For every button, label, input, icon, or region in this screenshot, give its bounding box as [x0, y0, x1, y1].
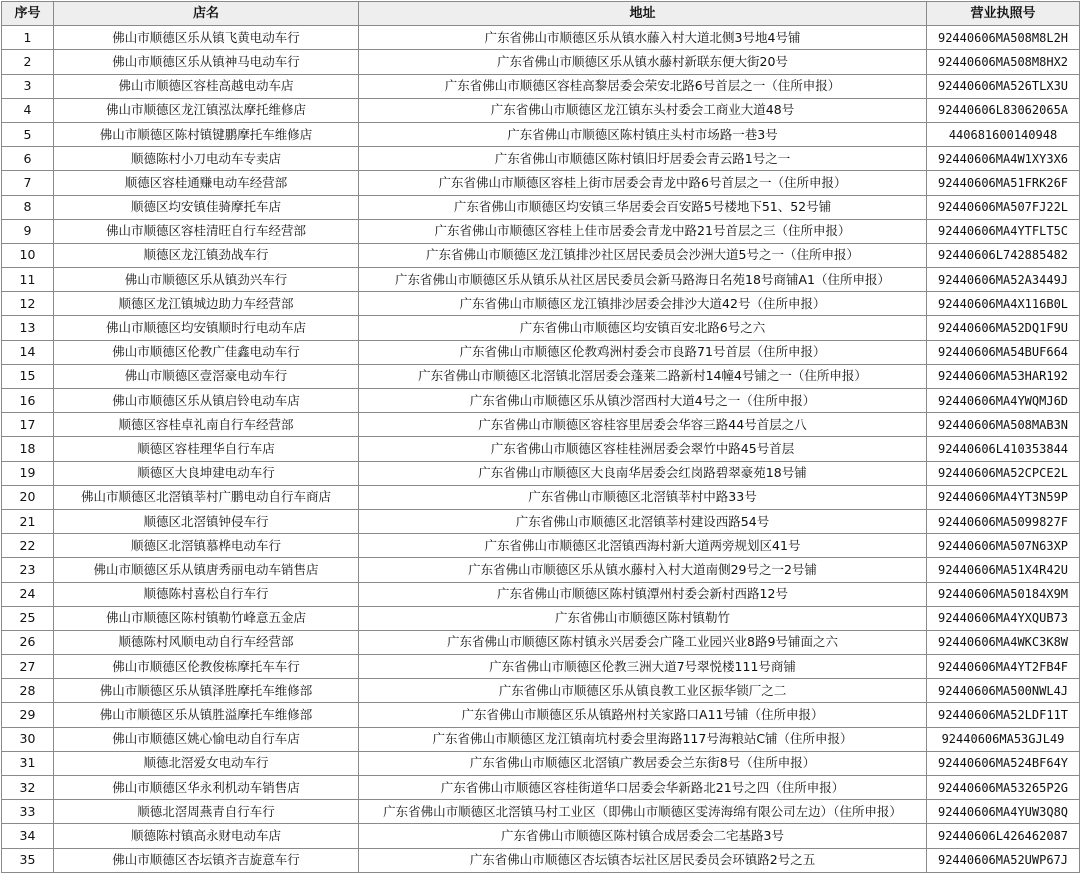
store-name-cell: 顺德北滘周燕青自行车行: [54, 800, 359, 824]
row-no-cell: 35: [2, 848, 54, 872]
row-no-cell: 21: [2, 509, 54, 533]
table-row: [2, 848, 1080, 872]
table-row: [2, 219, 1080, 243]
row-no-cell: 14: [2, 340, 54, 364]
address-cell: 广东省佛山市顺德区均安镇百安北路6号之六: [359, 316, 927, 340]
address-cell: 广东省佛山市顺德区容桂街道华口居委会华新路北21号之四（住所申报）: [359, 776, 927, 800]
table-row: [2, 171, 1080, 195]
row-no-cell: 1: [2, 26, 54, 50]
table-row: [2, 485, 1080, 509]
table-row: [2, 413, 1080, 437]
license-number-cell: 92440606MA508MAB3N: [927, 413, 1080, 437]
store-name-cell: 佛山市顺德区乐从镇启铃电动车店: [54, 389, 359, 413]
license-number-cell: 92440606MA524BF64Y: [927, 751, 1080, 775]
address-cell: 广东省佛山市顺德区伦教鸡洲村委会市良路71号首层（住所申报）: [359, 340, 927, 364]
table-row: [2, 824, 1080, 848]
row-no-cell: 23: [2, 558, 54, 582]
row-no-cell: 17: [2, 413, 54, 437]
row-no-cell: 6: [2, 147, 54, 171]
store-name-cell: 佛山市顺德区乐从镇飞黄电动车行: [54, 26, 359, 50]
store-name-cell: 顺德区北滘镇慕桦电动车行: [54, 534, 359, 558]
table-row: [2, 26, 1080, 50]
license-number-cell: 440681600140948: [927, 122, 1080, 146]
header-address: 地址: [359, 2, 927, 26]
row-no-cell: 5: [2, 122, 54, 146]
store-name-cell: 佛山市顺德区乐从镇胜溢摩托车维修部: [54, 703, 359, 727]
license-number-cell: 92440606MA51X4R42U: [927, 558, 1080, 582]
license-number-cell: 92440606MA508M8HX2: [927, 50, 1080, 74]
row-no-cell: 26: [2, 630, 54, 654]
address-cell: 广东省佛山市顺德区伦教三洲大道7号翠悦楼111号商铺: [359, 655, 927, 679]
address-cell: 广东省佛山市顺德区陈村镇庄头村市场路一巷3号: [359, 122, 927, 146]
address-cell: 广东省佛山市顺德区龙江镇排沙居委会排沙大道42号（住所申报）: [359, 292, 927, 316]
store-name-cell: 佛山市顺德区乐从镇劲兴车行: [54, 268, 359, 292]
store-license-table: [1, 1, 1080, 873]
address-cell: 广东省佛山市顺德区北滘镇北滘居委会蓬莱二路新村14幢4号铺之一（住所申报）: [359, 364, 927, 388]
store-name-cell: 佛山市顺德区乐从镇唐秀丽电动车销售店: [54, 558, 359, 582]
address-cell: 广东省佛山市顺德区乐从镇水藤入村大道北侧3号地4号铺: [359, 26, 927, 50]
license-number-cell: 92440606MA507N63XP: [927, 534, 1080, 558]
store-name-cell: 佛山市顺德区乐从镇泽胜摩托车维修部: [54, 679, 359, 703]
license-number-cell: 92440606L426462087: [927, 824, 1080, 848]
table-row: [2, 389, 1080, 413]
store-name-cell: 佛山市顺德区容桂高越电动车店: [54, 74, 359, 98]
table-row: [2, 679, 1080, 703]
row-no-cell: 29: [2, 703, 54, 727]
table-row: [2, 655, 1080, 679]
license-number-cell: 92440606MA52DQ1F9U: [927, 316, 1080, 340]
row-no-cell: 20: [2, 485, 54, 509]
store-name-cell: 顺德陈村风顺电动自行车经营部: [54, 630, 359, 654]
row-no-cell: 18: [2, 437, 54, 461]
address-cell: 广东省佛山市顺德区容桂上街市居委会青龙中路6号首层之一（住所申报）: [359, 171, 927, 195]
address-cell: 广东省佛山市顺德区陈村镇勒竹: [359, 606, 927, 630]
address-cell: 广东省佛山市顺德区乐从镇路州村关家路口A11号铺（住所申报）: [359, 703, 927, 727]
row-no-cell: 11: [2, 268, 54, 292]
address-cell: 广东省佛山市顺德区龙江镇南坑村委会里海路117号海粮站C铺（住所申报）: [359, 727, 927, 751]
table-row: [2, 195, 1080, 219]
store-name-cell: 佛山市顺德区壹滘豪电动车行: [54, 364, 359, 388]
row-no-cell: 30: [2, 727, 54, 751]
license-number-cell: 92440606MA500NWL4J: [927, 679, 1080, 703]
license-number-cell: 92440606MA4X116B0L: [927, 292, 1080, 316]
store-name-cell: 顺德陈村喜松自行车行: [54, 582, 359, 606]
table-row: [2, 316, 1080, 340]
license-number-cell: 92440606MA4YT2FB4F: [927, 655, 1080, 679]
table-row: [2, 243, 1080, 267]
store-name-cell: 佛山市顺德区北滘镇莘村广鹏电动自行车商店: [54, 485, 359, 509]
row-no-cell: 7: [2, 171, 54, 195]
address-cell: 广东省佛山市顺德区乐从镇水藤村入村大道南侧29号之一2号铺: [359, 558, 927, 582]
row-no-cell: 3: [2, 74, 54, 98]
row-no-cell: 28: [2, 679, 54, 703]
store-name-cell: 佛山市顺德区姚心愉电动自行车店: [54, 727, 359, 751]
address-cell: 广东省佛山市顺德区北滘镇西海村新大道两旁规划区41号: [359, 534, 927, 558]
store-name-cell: 佛山市顺德区均安镇顺时行电动车店: [54, 316, 359, 340]
table-row: [2, 147, 1080, 171]
license-number-cell: 92440606MA52CPCE2L: [927, 461, 1080, 485]
row-no-cell: 19: [2, 461, 54, 485]
row-no-cell: 4: [2, 98, 54, 122]
table-body: [2, 26, 1080, 873]
store-name-cell: 佛山市顺德区伦教俊栋摩托车车行: [54, 655, 359, 679]
header-row: [2, 2, 1080, 26]
row-no-cell: 31: [2, 751, 54, 775]
address-cell: 广东省佛山市顺德区杏坛镇杏坛社区居民委员会环镇路2号之五: [359, 848, 927, 872]
address-cell: 广东省佛山市顺德区大良南华居委会红岗路碧翠豪苑18号铺: [359, 461, 927, 485]
row-no-cell: 22: [2, 534, 54, 558]
store-name-cell: 顺德区龙江镇城边助力车经营部: [54, 292, 359, 316]
row-no-cell: 16: [2, 389, 54, 413]
address-cell: 广东省佛山市顺德区陈村镇旧圩居委会青云路1号之一: [359, 147, 927, 171]
store-name-cell: 佛山市顺德区容桂清旺自行车经营部: [54, 219, 359, 243]
row-no-cell: 25: [2, 606, 54, 630]
row-no-cell: 15: [2, 364, 54, 388]
row-no-cell: 9: [2, 219, 54, 243]
table-row: [2, 340, 1080, 364]
license-number-cell: 92440606MA4YXQUB73: [927, 606, 1080, 630]
address-cell: 广东省佛山市顺德区容桂上佳市居委会青龙中路21号首层之三（住所申报）: [359, 219, 927, 243]
table-row: [2, 509, 1080, 533]
store-name-cell: 顺德区北滘镇钟侵车行: [54, 509, 359, 533]
table-row: [2, 558, 1080, 582]
license-number-cell: 92440606MA53HAR192: [927, 364, 1080, 388]
license-number-cell: 92440606L83062065A: [927, 98, 1080, 122]
table-row: [2, 461, 1080, 485]
license-number-cell: 92440606MA54BUF664: [927, 340, 1080, 364]
table-row: [2, 74, 1080, 98]
store-name-cell: 佛山市顺德区伦教广佳鑫电动车行: [54, 340, 359, 364]
address-cell: 广东省佛山市顺德区龙江镇东头村委会工商业大道48号: [359, 98, 927, 122]
license-number-cell: 92440606MA52LDF11T: [927, 703, 1080, 727]
table-row: [2, 800, 1080, 824]
row-no-cell: 32: [2, 776, 54, 800]
license-number-cell: 92440606MA52A3449J: [927, 268, 1080, 292]
license-number-cell: 92440606MA4YTFLT5C: [927, 219, 1080, 243]
address-cell: 广东省佛山市顺德区陈村镇潭州村委会新村西路12号: [359, 582, 927, 606]
address-cell: 广东省佛山市顺德区容桂容里居委会华容三路44号首层之八: [359, 413, 927, 437]
header-no: 序号: [2, 2, 54, 26]
store-name-cell: 顺德陈村小刀电动车专卖店: [54, 147, 359, 171]
store-name-cell: 佛山市顺德区陈村镇勒竹峰意五金店: [54, 606, 359, 630]
table-row: [2, 268, 1080, 292]
table-row: [2, 630, 1080, 654]
address-cell: 广东省佛山市顺德区乐从镇良教工业区振华锁厂之二: [359, 679, 927, 703]
table-row: [2, 776, 1080, 800]
table-row: [2, 98, 1080, 122]
license-number-cell: 92440606MA52UWP67J: [927, 848, 1080, 872]
store-name-cell: 佛山市顺德区杏坛镇齐吉旋意车行: [54, 848, 359, 872]
license-number-cell: 92440606L742885482: [927, 243, 1080, 267]
license-number-cell: 92440606MA526TLX3U: [927, 74, 1080, 98]
address-cell: 广东省佛山市顺德区北滘镇莘村建设西路54号: [359, 509, 927, 533]
header-license: 营业执照号: [927, 2, 1080, 26]
store-name-cell: 顺德区容桂通赚电动车经营部: [54, 171, 359, 195]
row-no-cell: 2: [2, 50, 54, 74]
license-number-cell: 92440606MA4YUW3Q8Q: [927, 800, 1080, 824]
store-name-cell: 佛山市顺德区龙江镇泓汰摩托维修店: [54, 98, 359, 122]
license-number-cell: 92440606MA507FJ22L: [927, 195, 1080, 219]
table-row: [2, 437, 1080, 461]
address-cell: 广东省佛山市顺德区乐从镇乐从社区居民委员会新马路海日名苑18号商铺A1（住所申报）: [359, 268, 927, 292]
address-cell: 广东省佛山市顺德区北滘镇广教居委会兰东街8号（住所申报）: [359, 751, 927, 775]
license-number-cell: 92440606MA4WKC3K8W: [927, 630, 1080, 654]
address-cell: 广东省佛山市顺德区龙江镇排沙社区居民委员会沙洲大道5号之一（住所申报）: [359, 243, 927, 267]
table-row: [2, 534, 1080, 558]
license-number-cell: 92440606MA4YWQMJ6D: [927, 389, 1080, 413]
store-name-cell: 佛山市顺德区华永利机动车销售店: [54, 776, 359, 800]
table-row: [2, 364, 1080, 388]
store-name-cell: 顺德北滘爱女电动车行: [54, 751, 359, 775]
license-number-cell: 92440606MA53GJL49: [927, 727, 1080, 751]
store-name-cell: 佛山市顺德区乐从镇神马电动车行: [54, 50, 359, 74]
table-row: [2, 50, 1080, 74]
table-row: [2, 606, 1080, 630]
store-name-cell: 顺德区容桂理华自行车店: [54, 437, 359, 461]
license-number-cell: 92440606MA53265P2G: [927, 776, 1080, 800]
row-no-cell: 24: [2, 582, 54, 606]
table-row: [2, 703, 1080, 727]
address-cell: 广东省佛山市顺德区陈村镇永兴居委会广隆工业园兴业8路9号铺面之六: [359, 630, 927, 654]
row-no-cell: 27: [2, 655, 54, 679]
address-cell: 广东省佛山市顺德区容桂桂洲居委会翠竹中路45号首层: [359, 437, 927, 461]
table-row: [2, 122, 1080, 146]
store-name-cell: 顺德区容桂卓礼南自行车经营部: [54, 413, 359, 437]
store-name-cell: 顺德区大良坤建电动车行: [54, 461, 359, 485]
address-cell: 广东省佛山市顺德区乐从镇水藤村新联东便大街20号: [359, 50, 927, 74]
address-cell: 广东省佛山市顺德区北滘镇莘村中路33号: [359, 485, 927, 509]
row-no-cell: 10: [2, 243, 54, 267]
license-number-cell: 92440606L410353844: [927, 437, 1080, 461]
table-row: [2, 751, 1080, 775]
store-name-cell: 顺德区龙江镇劲战车行: [54, 243, 359, 267]
store-name-cell: 顺德区均安镇佳骑摩托车店: [54, 195, 359, 219]
store-name-cell: 顺德陈村镇高永财电动车店: [54, 824, 359, 848]
address-cell: 广东省佛山市顺德区陈村镇合成居委会二宅基路3号: [359, 824, 927, 848]
row-no-cell: 33: [2, 800, 54, 824]
row-no-cell: 8: [2, 195, 54, 219]
license-number-cell: 92440606MA4YT3N59P: [927, 485, 1080, 509]
row-no-cell: 13: [2, 316, 54, 340]
license-number-cell: 92440606MA508M8L2H: [927, 26, 1080, 50]
address-cell: 广东省佛山市顺德区乐从镇沙滘西村大道4号之一（住所申报）: [359, 389, 927, 413]
address-cell: 广东省佛山市顺德区北滘镇马村工业区（即佛山市顺德区雯涛海绵有限公司左边）（住所申报）: [359, 800, 927, 824]
license-number-cell: 92440606MA51FRK26F: [927, 171, 1080, 195]
table-row: [2, 727, 1080, 751]
row-no-cell: 34: [2, 824, 54, 848]
store-name-cell: 佛山市顺德区陈村镇键鹏摩托车维修店: [54, 122, 359, 146]
address-cell: 广东省佛山市顺德区均安镇三华居委会百安路5号楼地下51、52号铺: [359, 195, 927, 219]
table-row: [2, 582, 1080, 606]
table-row: [2, 292, 1080, 316]
license-number-cell: 92440606MA5099827F: [927, 509, 1080, 533]
license-number-cell: 92440606MA50184X9M: [927, 582, 1080, 606]
license-number-cell: 92440606MA4W1XY3X6: [927, 147, 1080, 171]
row-no-cell: 12: [2, 292, 54, 316]
address-cell: 广东省佛山市顺德区容桂高黎居委会荣安北路6号首层之一（住所申报）: [359, 74, 927, 98]
header-store-name: 店名: [54, 2, 359, 26]
